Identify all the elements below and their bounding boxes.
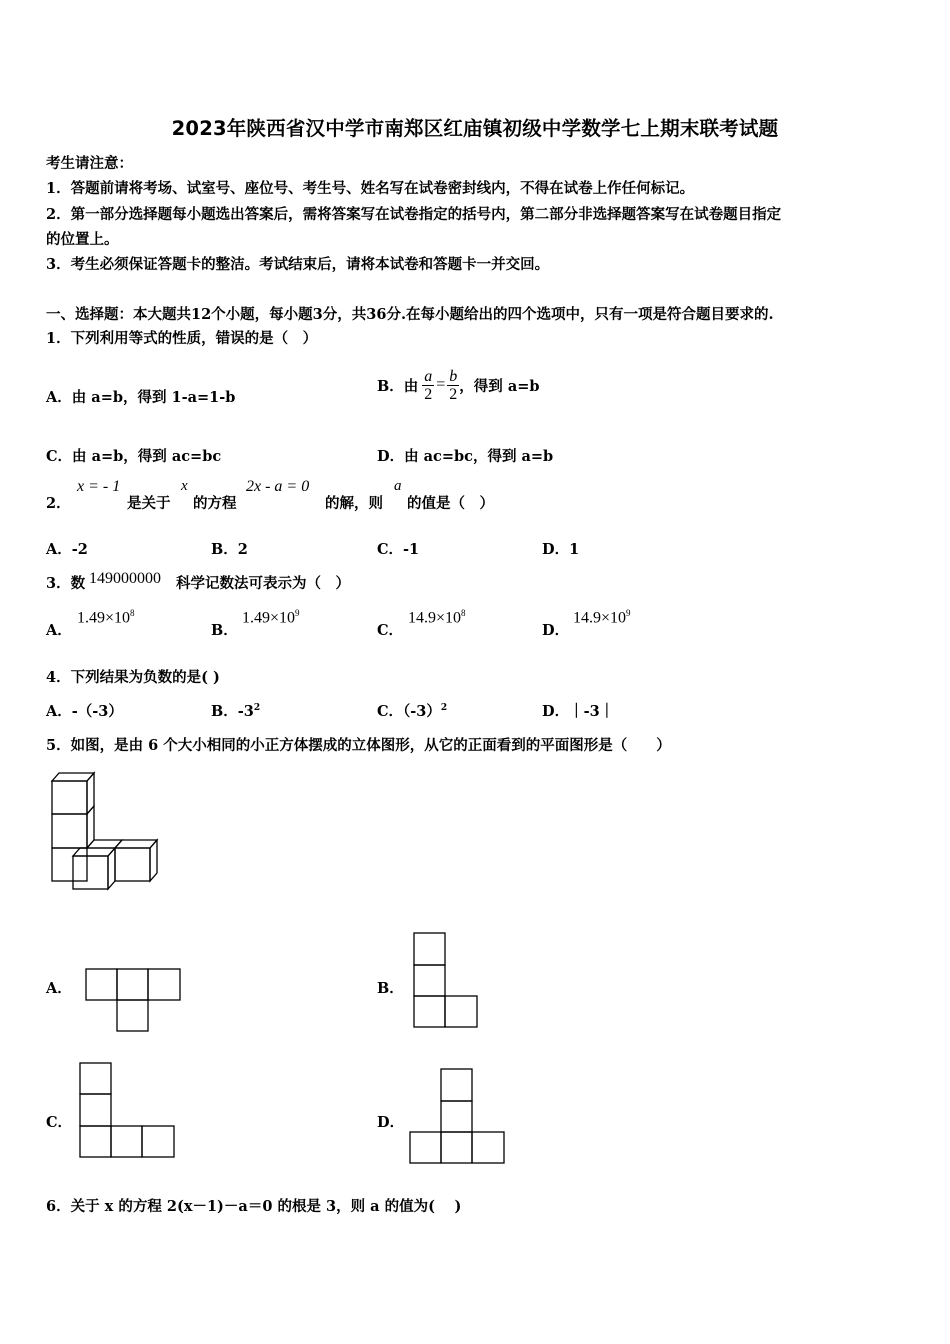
q1-option-b-suffix: ，得到 a=b [459, 377, 540, 395]
frac-numerator: a [424, 367, 433, 385]
q2-text-2: 的方程 [193, 495, 237, 512]
q1-option-a: A．由 a=b，得到 1-a=1-b [46, 389, 236, 406]
notice-item-2: 2．第一部分选择题每小题选出答案后，需将答案写在试卷指定的括号内，第二部分非选择题答案写在试卷题目指定 [46, 206, 782, 223]
q1-option-b [377, 360, 540, 410]
q5-option-c-figure [79, 1062, 176, 1159]
sci-exponent: 8 [130, 608, 135, 618]
notice-item-3: 3．考生必须保证答题卡的整洁。考试结束后，请将本试卷和答题卡一并交回。 [46, 256, 550, 273]
q3-option-d-value [573, 608, 631, 627]
q1-stem: 1．下列利用等式的性质，错误的是（ ） [46, 330, 318, 347]
sci-base: 1.49×10 [77, 609, 131, 627]
q2-math-x: x [181, 478, 188, 494]
q3-option-a-value [77, 608, 135, 627]
q4-option-b-base: B．-3 [211, 703, 254, 720]
q6-stem: 6．关于 x 的方程 2(x－1)－a＝0 的根是 3，则 a 的值为( ) [46, 1198, 462, 1215]
q2-text-3: 的解，则 [325, 495, 383, 512]
q5-option-a-figure [85, 968, 182, 1033]
q5-option-b-label: B． [377, 980, 404, 997]
q2-option-d: D．1 [542, 541, 580, 558]
q1-option-d: D．由 ac=bc，得到 a=b [377, 448, 554, 465]
q4-option-a: A．-（-3） [46, 703, 123, 720]
q2-option-c: C．-1 [377, 541, 420, 558]
frac-denominator: 2 [424, 385, 433, 403]
q2-option-a: A．-2 [46, 541, 88, 558]
q3-stem-suffix: 科学记数法可表示为（ ） [176, 575, 350, 592]
q3-option-c-label: C． [377, 622, 404, 639]
q5-option-d-label: D． [377, 1114, 405, 1131]
sci-exponent: 9 [295, 608, 300, 618]
q2-math-a: a [394, 478, 402, 494]
q4-option-c-exp: 2 [440, 703, 448, 714]
q4-option-c [377, 700, 447, 721]
section-heading: 一、选择题：本大题共12个小题，每小题3分，共36分.在每小题给出的四个选项中，只有一项是符合题目要求的. [46, 306, 774, 323]
q3-option-c-value [408, 608, 466, 627]
q3-stem-prefix: 3．数 [46, 575, 86, 592]
q4-stem: 4．下列结果为负数的是( ) [46, 669, 220, 686]
cube-stack-figure [44, 766, 164, 894]
fraction-a-over-2 [422, 368, 434, 403]
q2-math-equation: 2x - a = 0 [246, 478, 310, 495]
q4-option-b [211, 700, 260, 721]
q2-math-x-eq: x = - 1 [77, 478, 121, 495]
q3-option-d-label: D． [542, 622, 570, 639]
q1-option-c: C．由 a=b，得到 ac=bc [46, 448, 222, 465]
frac-denominator: 2 [449, 385, 458, 403]
q3-option-a-label: A． [46, 622, 72, 639]
q2-text-4: 的值是（ ） [407, 495, 494, 512]
sci-base: 1.49×10 [242, 609, 296, 627]
notice-item-2-cont: 的位置上。 [46, 231, 119, 248]
q5-option-a-label: A． [46, 980, 72, 997]
q3-option-b-value [242, 608, 300, 627]
q5-option-b-figure [413, 932, 479, 1029]
fraction-b-over-2 [447, 368, 459, 403]
q5-stem: 5．如图，是由 6 个大小相同的小正方体摆成的立体图形，从它的正面看到的平面图形是（ ） [46, 737, 671, 754]
sci-base: 14.9×10 [573, 609, 627, 627]
q5-option-d-figure [409, 1068, 506, 1165]
q3-number: 149000000 [89, 570, 161, 587]
q2-option-b: B．2 [211, 541, 248, 558]
sci-exponent: 9 [626, 608, 631, 618]
notice-item-1: 1．答题前请将考场、试室号、座位号、考生号、姓名写在试卷密封线内，不得在试卷上作任何标记。 [46, 180, 695, 197]
sci-base: 14.9×10 [408, 609, 462, 627]
q5-option-c-label: C． [46, 1114, 73, 1131]
sci-exponent: 8 [461, 608, 466, 618]
q3-option-b-label: B． [211, 622, 238, 639]
q2-text-1: 是关于 [127, 495, 171, 512]
equals-sign: = [436, 376, 446, 393]
q1-option-b-prefix: B．由 [377, 377, 419, 395]
frac-numerator: b [449, 367, 458, 385]
page-title: 2023年陕西省汉中学市南郑区红庙镇初级中学数学七上期末联考试题 [171, 117, 779, 140]
q4-option-d: D．｜-3｜ [542, 703, 615, 720]
q2-number: 2． [46, 495, 71, 512]
notice-heading: 考生请注意： [46, 155, 133, 172]
q4-option-c-base: C．（-3） [377, 703, 441, 720]
q4-option-b-exp: 2 [253, 703, 261, 714]
